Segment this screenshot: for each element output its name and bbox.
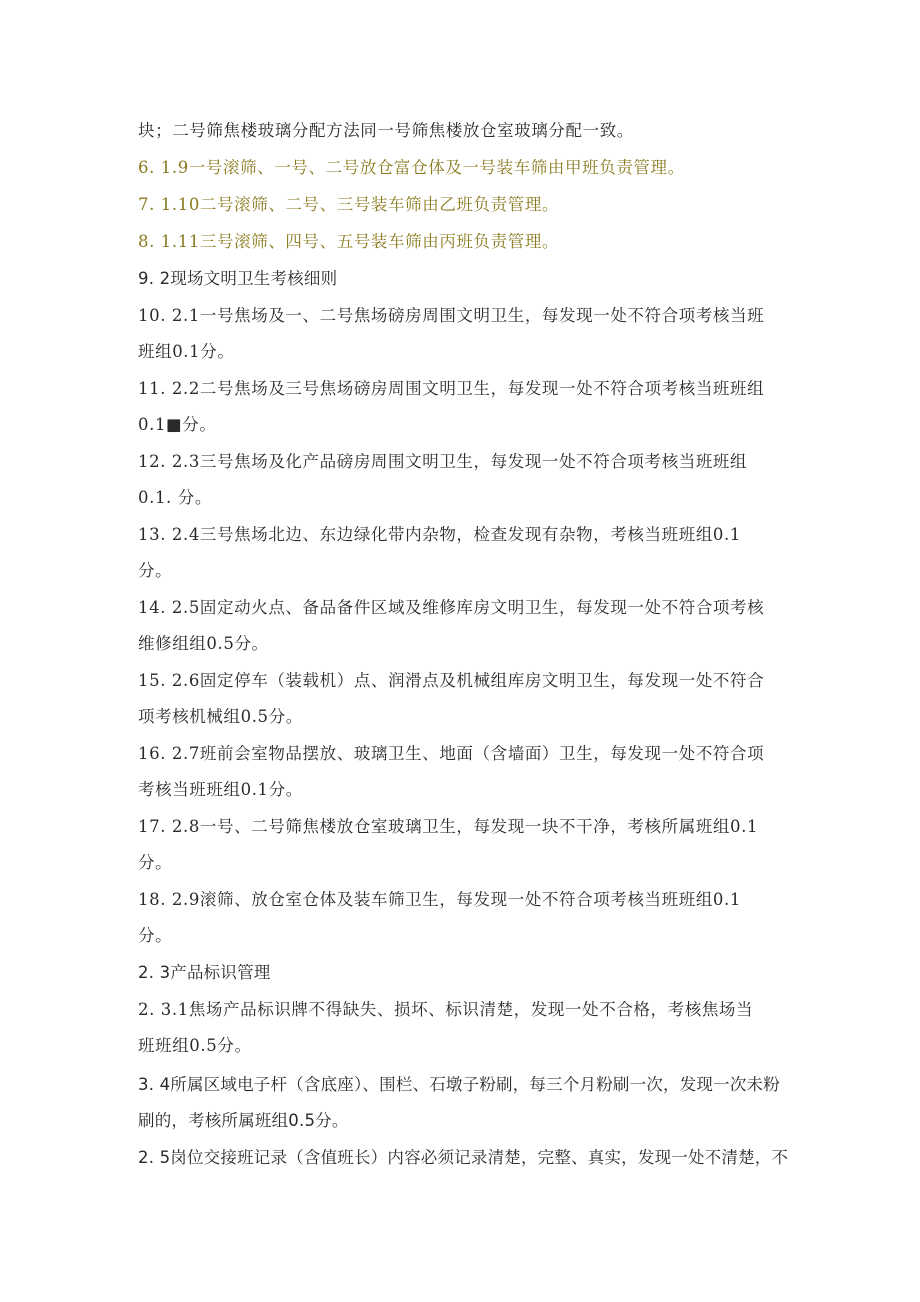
text-line: 8. 1.11三号滚筛、四号、五号装车筛由丙班负责管理。 [138,232,560,251]
text-line: 10. 2.1一号焦场及一、二号焦场磅房周围文明卫生，每发现一处不符合项考核当班 [138,306,765,325]
text-line: 12. 2.3三号焦场及化产品磅房周围文明卫生，每发现一处不符合项考核当班班组 [138,452,748,471]
text-line: 班组0.1分。 [138,342,235,361]
text-line: 11. 2.2二号焦场及三号焦场磅房周围文明卫生，每发现一处不符合项考核当班班组 [138,379,765,398]
text-line: 18. 2.9滚筛、放仓室仓体及装车筛卫生，每发现一处不符合项考核当班班组0.1 [138,890,741,909]
text-line: 0.1. 分。 [138,488,212,507]
section-heading: 2. 3产品标识管理 [138,963,271,982]
text-line: 项考核机械组0.5分。 [138,707,303,726]
text-line: 考核当班班组0.1分。 [138,780,303,799]
text-line: 2. 3.1焦场产品标识牌不得缺失、损坏、标识清楚，发现一处不合格，考核焦场当 [138,1000,754,1019]
text-line: 16. 2.7班前会室物品摆放、玻璃卫生、地面（含墙面）卫生，每发现一处不符合项 [138,744,765,763]
text-line: 6. 1.9一号滚筛、一号、二号放仓富仓体及一号装车筛由甲班负责管理。 [138,158,685,177]
text-line: 维修组组0.5分。 [138,634,269,653]
text-line: 块；二号筛焦楼玻璃分配方法同一号筛焦楼放仓室玻璃分配一致。 [138,121,634,140]
text-line: 3. 4所属区域电子杆（含底座）、围栏、石墩子粉刷，每三个月粉刷一次，发现一次未粉 [138,1075,780,1094]
text-line: 13. 2.4三号焦场北边、东边绿化带内杂物，检查发现有杂物，考核当班班组0.1 [138,525,741,544]
text-line: 14. 2.5固定动火点、备品备件区域及维修库房文明卫生，每发现一处不符合项考核 [138,598,765,617]
text-line: 班班组0.5分。 [138,1036,252,1055]
text-line: 0.1■分。 [138,415,217,434]
text-line: 分。 [138,853,173,872]
text-line: 7. 1.10二号滚筛、二号、三号装车筛由乙班负责管理。 [138,195,560,214]
text-line: 分。 [138,561,173,580]
text-line: 刷的，考核所属班组0.5分。 [138,1111,349,1130]
text-line: 2. 5岗位交接班记录（含值班长）内容必须记录清楚，完整、真实，发现一处不清楚，不 [138,1148,789,1167]
text-line: 15. 2.6固定停车（装载机）点、润滑点及机械组库房文明卫生，每发现一处不符合 [138,671,765,690]
section-heading: 9. 2现场文明卫生考核细则 [138,269,338,288]
text-line: 17. 2.8一号、二号筛焦楼放仓室玻璃卫生，每发现一块不干净，考核所属班组0.1 [138,817,759,836]
text-line: 分。 [138,926,173,945]
